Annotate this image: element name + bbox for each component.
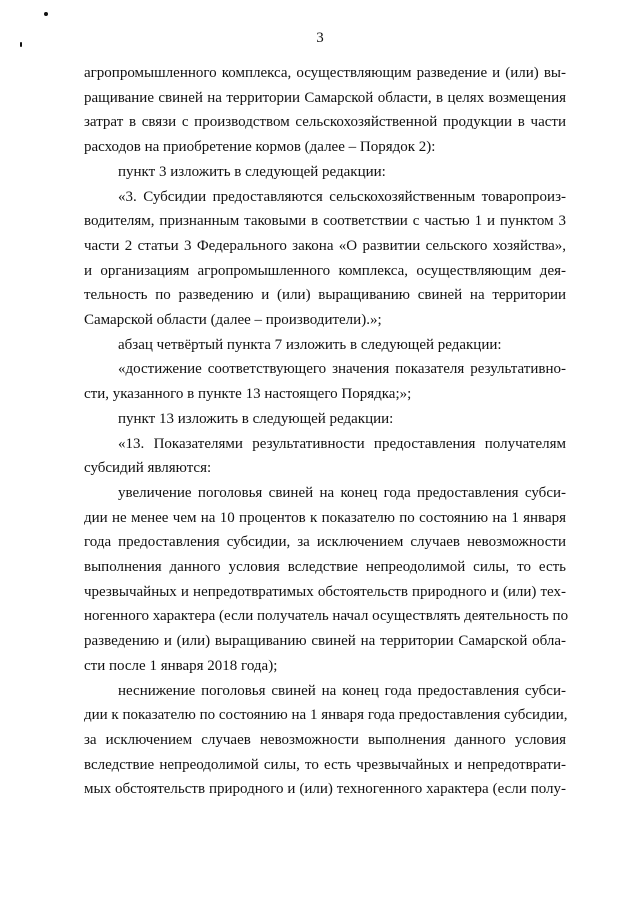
text-line: расходов на приобретение кормов (далее – Порядок 2): [84,139,436,156]
text-line: сти после 1 января 2018 года); [84,657,278,674]
text-line: «3. Субсидии предоставляются сельскохозяйственным товаропроиз- [118,188,566,205]
text-line: года предоставления субсидии, за исключением случаев невозможности [84,534,566,551]
text-line: части 2 статьи 3 Федерального закона «О развитии сельского хозяйства», [84,237,566,254]
page-number: 3 [316,30,324,46]
text-line: ращивание свиней на территории Самарской области, в целях возмещения [84,89,566,106]
text-line: разведению и (или) выращиванию свиней на территории Самарской обла- [84,633,566,650]
text-line: субсидий являются: [84,460,212,477]
text-line: ногенного характера (если получатель начал осуществлять деятельность по [84,608,569,625]
text-line: дии не менее чем на 10 процентов к показателю по состоянию на 1 января [84,509,566,526]
text-line: дии к показателю по состоянию на 1 января года предоставления субсидии, [84,707,568,724]
text-line: чрезвычайных и непредотвратимых обстоятельств природного и (или) тех- [84,583,566,600]
text-line: «достижение соответствующего значения показателя результативно- [118,361,566,378]
text-line: Самарской области (далее – производители).»; [84,312,382,329]
text-line: затрат в связи с производством сельскохозяйственной продукции в части [84,114,566,131]
text-line: «13. Показателями результативности предоставления получателям [118,435,566,452]
text-line: пункт 13 изложить в следующей редакции: [118,410,394,427]
text-line: выполнения данного условия вследствие непреодолимой силы, то есть [84,559,566,576]
text-line: неснижение поголовья свиней на конец года предоставления субси- [118,682,566,699]
text-line: мых обстоятельств природного и (или) техногенного характера (если полу- [84,781,566,798]
text-line: водителям, признанным таковыми в соответствии с частью 1 и пунктом 3 [84,213,566,230]
text-line: пункт 3 изложить в следующей редакции: [118,163,386,180]
text-line: вследствие непреодолимой силы, то есть чрезвычайных и непредотврати- [84,756,566,773]
text-line: тельность по разведению и (или) выращиванию свиней на территории [84,287,566,304]
text-line: сти, указанного в пункте 13 настоящего Порядка;»; [84,386,412,403]
document-body [84,61,569,802]
text-line: абзац четвёртый пункта 7 изложить в следующей редакции: [118,336,502,353]
text-line: и организациям агропромышленного комплекса, осуществляющим дея- [84,262,566,279]
text-line: за исключением случаев невозможности выполнения данного условия [84,731,566,748]
scan-dot-mark [44,12,48,16]
text-line: агропромышленного комплекса, осуществляющим разведение и (или) вы- [84,65,566,81]
text-line: увеличение поголовья свиней на конец года предоставления субси- [118,484,566,501]
